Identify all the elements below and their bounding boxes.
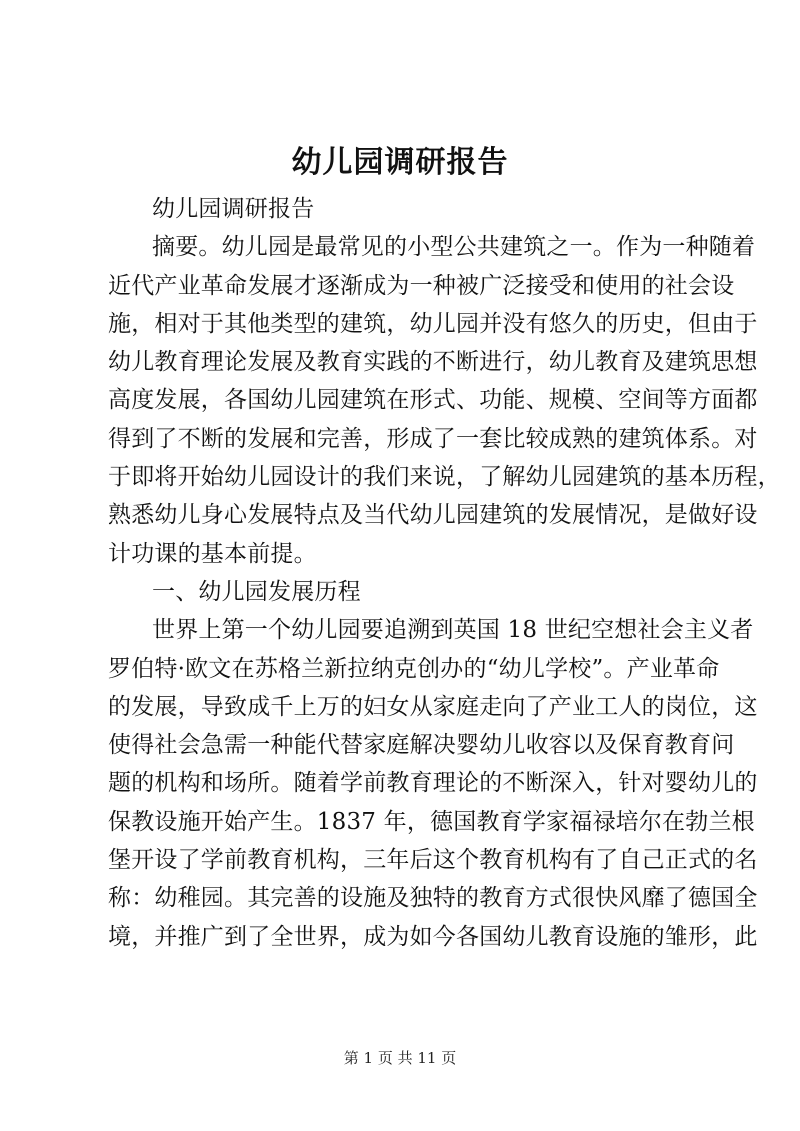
text-line: 计功课的基本前提。: [108, 540, 317, 567]
text-line: 近代产业革命发展才逐渐成为一种被广泛接受和使用的社会设: [108, 272, 735, 299]
text-line: 世界上第一个幼儿园要追溯到英国 18 世纪空想社会主义者: [152, 617, 754, 644]
text-line: 的发展，导致成千上万的妇女从家庭走向了产业工人的岗位，这: [108, 693, 758, 720]
text-line: 称：幼稚园。其完善的设施及独特的教育方式很快风靡了德国全: [108, 885, 758, 912]
text-line: 保教设施开始产生。1837 年，德国教育学家福禄培尔在勃兰根: [108, 808, 755, 835]
page-footer: 第 1 页 共 11 页: [343, 1049, 457, 1067]
text-line: 高度发展，各国幼儿园建筑在形式、功能、规模、空间等方面都: [108, 387, 758, 414]
document-body: [108, 190, 781, 956]
text-line: 得到了不断的发展和完善，形成了一套比较成熟的建筑体系。对: [108, 425, 758, 452]
page-title: 幼儿园调研报告: [291, 145, 509, 180]
text-line: 题的机构和场所。随着学前教育理论的不断深入，针对婴幼儿的: [108, 770, 758, 797]
text-line: 熟悉幼儿身心发展特点及当代幼儿园建筑的发展情况，是做好设: [108, 502, 758, 529]
text-line: 施，相对于其他类型的建筑，幼儿园并没有悠久的历史，但由于: [108, 310, 758, 337]
text-line: 境，并推广到了全世界，成为如今各国幼儿教育设施的雏形，此: [108, 923, 758, 950]
text-line: 堡开设了学前教育机构，三年后这个教育机构有了自己正式的名: [108, 847, 758, 874]
text-line: 于即将开始幼儿园设计的我们来说，了解幼儿园建筑的基本历程，: [108, 464, 781, 491]
text-line: 摘要。幼儿园是最常见的小型公共建筑之一。作为一种随着: [152, 234, 756, 261]
text-line: 幼儿园调研报告: [152, 196, 315, 222]
text-line: 一、幼儿园发展历程: [152, 578, 361, 605]
text-line: 罗伯特·欧文在苏格兰新拉纳克创办的“幼儿学校”。产业革命: [108, 655, 720, 682]
text-line: 幼儿教育理论发展及教育实践的不断进行，幼儿教育及建筑思想: [108, 349, 758, 376]
text-line: 使得社会急需一种能代替家庭解决婴幼儿收容以及保育教育问: [108, 732, 735, 759]
